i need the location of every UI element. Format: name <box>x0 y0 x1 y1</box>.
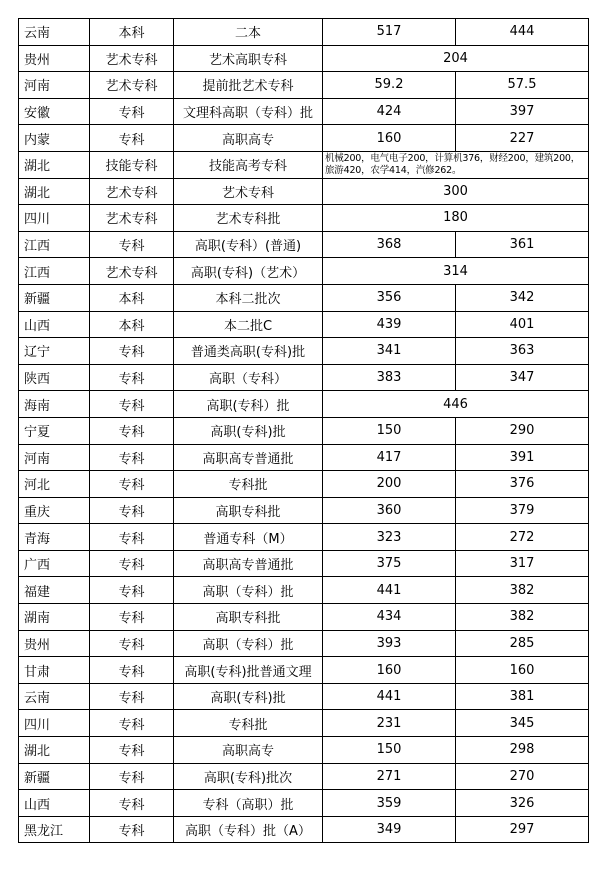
level-cell: 专科 <box>90 471 174 498</box>
score-a-cell: 439 <box>323 311 456 338</box>
level-cell: 专科 <box>90 231 174 258</box>
province-cell: 安徽 <box>19 98 90 125</box>
score-a-cell: 349 <box>323 816 456 843</box>
batch-cell: 高职(专科)批 <box>174 417 323 444</box>
batch-cell: 提前批艺术专科 <box>174 72 323 99</box>
score-a-cell: 375 <box>323 550 456 577</box>
province-cell: 广西 <box>19 550 90 577</box>
score-b-cell: 285 <box>456 630 589 657</box>
table-row <box>19 231 589 258</box>
table-row <box>19 497 589 524</box>
level-cell: 专科 <box>90 577 174 604</box>
score-a-cell: 200 <box>323 471 456 498</box>
table-row <box>19 683 589 710</box>
batch-cell: 高职高专 <box>174 125 323 152</box>
level-cell: 专科 <box>90 604 174 631</box>
batch-cell: 高职高专普通批 <box>174 550 323 577</box>
province-cell: 贵州 <box>19 45 90 72</box>
batch-cell: 普通类高职(专科)批 <box>174 338 323 365</box>
batch-cell: 艺术专科 <box>174 178 323 205</box>
score-a-cell: 59.2 <box>323 72 456 99</box>
batch-cell: 高职专科批 <box>174 497 323 524</box>
batch-cell: 艺术高职专科 <box>174 45 323 72</box>
score-b-cell: 382 <box>456 577 589 604</box>
merged-score-cell: 314 <box>323 258 589 285</box>
batch-cell: 高职（专科）批 <box>174 630 323 657</box>
level-cell: 专科 <box>90 524 174 551</box>
score-table-body <box>19 19 589 843</box>
note-cell: 机械200，电气电子200，计算机376，财经200，建筑200，旅游420，农学414，汽修262。 <box>323 151 589 178</box>
province-cell: 宁夏 <box>19 417 90 444</box>
level-cell: 专科 <box>90 790 174 817</box>
batch-cell: 专科（高职）批 <box>174 790 323 817</box>
score-a-cell: 150 <box>323 737 456 764</box>
table-row <box>19 19 589 46</box>
score-b-cell: 379 <box>456 497 589 524</box>
score-b-cell: 227 <box>456 125 589 152</box>
score-b-cell: 270 <box>456 763 589 790</box>
level-cell: 本科 <box>90 284 174 311</box>
score-a-cell: 441 <box>323 683 456 710</box>
level-cell: 专科 <box>90 364 174 391</box>
batch-cell: 高职(专科)批普通文理 <box>174 657 323 684</box>
score-b-cell: 444 <box>456 19 589 46</box>
table-row <box>19 364 589 391</box>
level-cell: 艺术专科 <box>90 205 174 232</box>
batch-cell: 高职专科批 <box>174 604 323 631</box>
level-cell: 技能专科 <box>90 151 174 178</box>
province-cell: 新疆 <box>19 284 90 311</box>
batch-cell: 高职(专科)批 <box>174 683 323 710</box>
score-b-cell: 401 <box>456 311 589 338</box>
level-cell: 专科 <box>90 710 174 737</box>
level-cell: 专科 <box>90 98 174 125</box>
province-cell: 山西 <box>19 790 90 817</box>
score-b-cell: 347 <box>456 364 589 391</box>
table-row <box>19 816 589 843</box>
batch-cell: 高职（专科） <box>174 364 323 391</box>
table-row <box>19 604 589 631</box>
table-row <box>19 284 589 311</box>
batch-cell: 专科批 <box>174 471 323 498</box>
province-cell: 湖南 <box>19 604 90 631</box>
province-cell: 湖北 <box>19 178 90 205</box>
score-b-cell: 298 <box>456 737 589 764</box>
level-cell: 专科 <box>90 683 174 710</box>
province-cell: 新疆 <box>19 763 90 790</box>
score-a-cell: 434 <box>323 604 456 631</box>
province-cell: 海南 <box>19 391 90 418</box>
level-cell: 专科 <box>90 497 174 524</box>
level-cell: 本科 <box>90 311 174 338</box>
level-cell: 专科 <box>90 417 174 444</box>
score-a-cell: 341 <box>323 338 456 365</box>
score-a-cell: 368 <box>323 231 456 258</box>
batch-cell: 本二批C <box>174 311 323 338</box>
score-b-cell: 342 <box>456 284 589 311</box>
table-row <box>19 45 589 72</box>
batch-cell: 高职高专普通批 <box>174 444 323 471</box>
table-row <box>19 98 589 125</box>
score-b-cell: 297 <box>456 816 589 843</box>
batch-cell: 高职(专科)批次 <box>174 763 323 790</box>
score-a-cell: 356 <box>323 284 456 311</box>
province-cell: 云南 <box>19 683 90 710</box>
score-b-cell: 361 <box>456 231 589 258</box>
level-cell: 专科 <box>90 657 174 684</box>
level-cell: 本科 <box>90 19 174 46</box>
score-b-cell: 381 <box>456 683 589 710</box>
score-a-cell: 393 <box>323 630 456 657</box>
score-a-cell: 160 <box>323 125 456 152</box>
score-b-cell: 376 <box>456 471 589 498</box>
province-cell: 甘肃 <box>19 657 90 684</box>
level-cell: 艺术专科 <box>90 178 174 205</box>
level-cell: 专科 <box>90 763 174 790</box>
level-cell: 专科 <box>90 630 174 657</box>
score-b-cell: 382 <box>456 604 589 631</box>
table-row <box>19 311 589 338</box>
province-cell: 河南 <box>19 444 90 471</box>
score-a-cell: 231 <box>323 710 456 737</box>
province-cell: 辽宁 <box>19 338 90 365</box>
batch-cell: 高职（专科）批 <box>174 577 323 604</box>
table-row <box>19 737 589 764</box>
batch-cell: 高职高专 <box>174 737 323 764</box>
score-table <box>18 18 589 843</box>
province-cell: 湖北 <box>19 151 90 178</box>
score-a-cell: 517 <box>323 19 456 46</box>
table-row <box>19 205 589 232</box>
score-b-cell: 391 <box>456 444 589 471</box>
table-row <box>19 151 589 178</box>
province-cell: 青海 <box>19 524 90 551</box>
batch-cell: 高职(专科）(普通) <box>174 231 323 258</box>
score-a-cell: 383 <box>323 364 456 391</box>
level-cell: 艺术专科 <box>90 45 174 72</box>
merged-score-cell: 204 <box>323 45 589 72</box>
score-b-cell: 317 <box>456 550 589 577</box>
batch-cell: 二本 <box>174 19 323 46</box>
table-row <box>19 391 589 418</box>
score-b-cell: 160 <box>456 657 589 684</box>
table-row <box>19 790 589 817</box>
score-b-cell: 57.5 <box>456 72 589 99</box>
province-cell: 湖北 <box>19 737 90 764</box>
batch-cell: 本科二批次 <box>174 284 323 311</box>
province-cell: 四川 <box>19 710 90 737</box>
score-a-cell: 360 <box>323 497 456 524</box>
province-cell: 河北 <box>19 471 90 498</box>
batch-cell: 专科批 <box>174 710 323 737</box>
batch-cell: 高职（专科）批（A） <box>174 816 323 843</box>
province-cell: 贵州 <box>19 630 90 657</box>
table-row <box>19 657 589 684</box>
table-row <box>19 72 589 99</box>
level-cell: 专科 <box>90 816 174 843</box>
table-row <box>19 444 589 471</box>
merged-score-cell: 300 <box>323 178 589 205</box>
batch-cell: 艺术专科批 <box>174 205 323 232</box>
level-cell: 专科 <box>90 391 174 418</box>
score-b-cell: 326 <box>456 790 589 817</box>
table-row <box>19 763 589 790</box>
table-row <box>19 550 589 577</box>
table-row <box>19 577 589 604</box>
score-a-cell: 417 <box>323 444 456 471</box>
province-cell: 云南 <box>19 19 90 46</box>
table-row <box>19 417 589 444</box>
score-b-cell: 345 <box>456 710 589 737</box>
score-b-cell: 290 <box>456 417 589 444</box>
province-cell: 山西 <box>19 311 90 338</box>
table-row <box>19 338 589 365</box>
level-cell: 专科 <box>90 338 174 365</box>
province-cell: 黑龙江 <box>19 816 90 843</box>
batch-cell: 高职(专科）批 <box>174 391 323 418</box>
merged-score-cell: 446 <box>323 391 589 418</box>
score-b-cell: 363 <box>456 338 589 365</box>
table-row <box>19 471 589 498</box>
score-b-cell: 397 <box>456 98 589 125</box>
level-cell: 艺术专科 <box>90 258 174 285</box>
table-row <box>19 710 589 737</box>
table-row <box>19 524 589 551</box>
score-a-cell: 359 <box>323 790 456 817</box>
score-a-cell: 424 <box>323 98 456 125</box>
province-cell: 江西 <box>19 258 90 285</box>
province-cell: 河南 <box>19 72 90 99</box>
score-a-cell: 150 <box>323 417 456 444</box>
table-row <box>19 258 589 285</box>
province-cell: 重庆 <box>19 497 90 524</box>
batch-cell: 技能高考专科 <box>174 151 323 178</box>
score-a-cell: 441 <box>323 577 456 604</box>
batch-cell: 文理科高职（专科）批 <box>174 98 323 125</box>
table-row <box>19 178 589 205</box>
level-cell: 专科 <box>90 550 174 577</box>
level-cell: 专科 <box>90 125 174 152</box>
province-cell: 福建 <box>19 577 90 604</box>
batch-cell: 高职(专科)（艺术） <box>174 258 323 285</box>
table-row <box>19 125 589 152</box>
table-row <box>19 630 589 657</box>
province-cell: 四川 <box>19 205 90 232</box>
score-a-cell: 323 <box>323 524 456 551</box>
merged-score-cell: 180 <box>323 205 589 232</box>
province-cell: 江西 <box>19 231 90 258</box>
province-cell: 内蒙 <box>19 125 90 152</box>
batch-cell: 普通专科（M） <box>174 524 323 551</box>
level-cell: 艺术专科 <box>90 72 174 99</box>
level-cell: 专科 <box>90 444 174 471</box>
score-b-cell: 272 <box>456 524 589 551</box>
score-a-cell: 271 <box>323 763 456 790</box>
level-cell: 专科 <box>90 737 174 764</box>
province-cell: 陕西 <box>19 364 90 391</box>
score-a-cell: 160 <box>323 657 456 684</box>
